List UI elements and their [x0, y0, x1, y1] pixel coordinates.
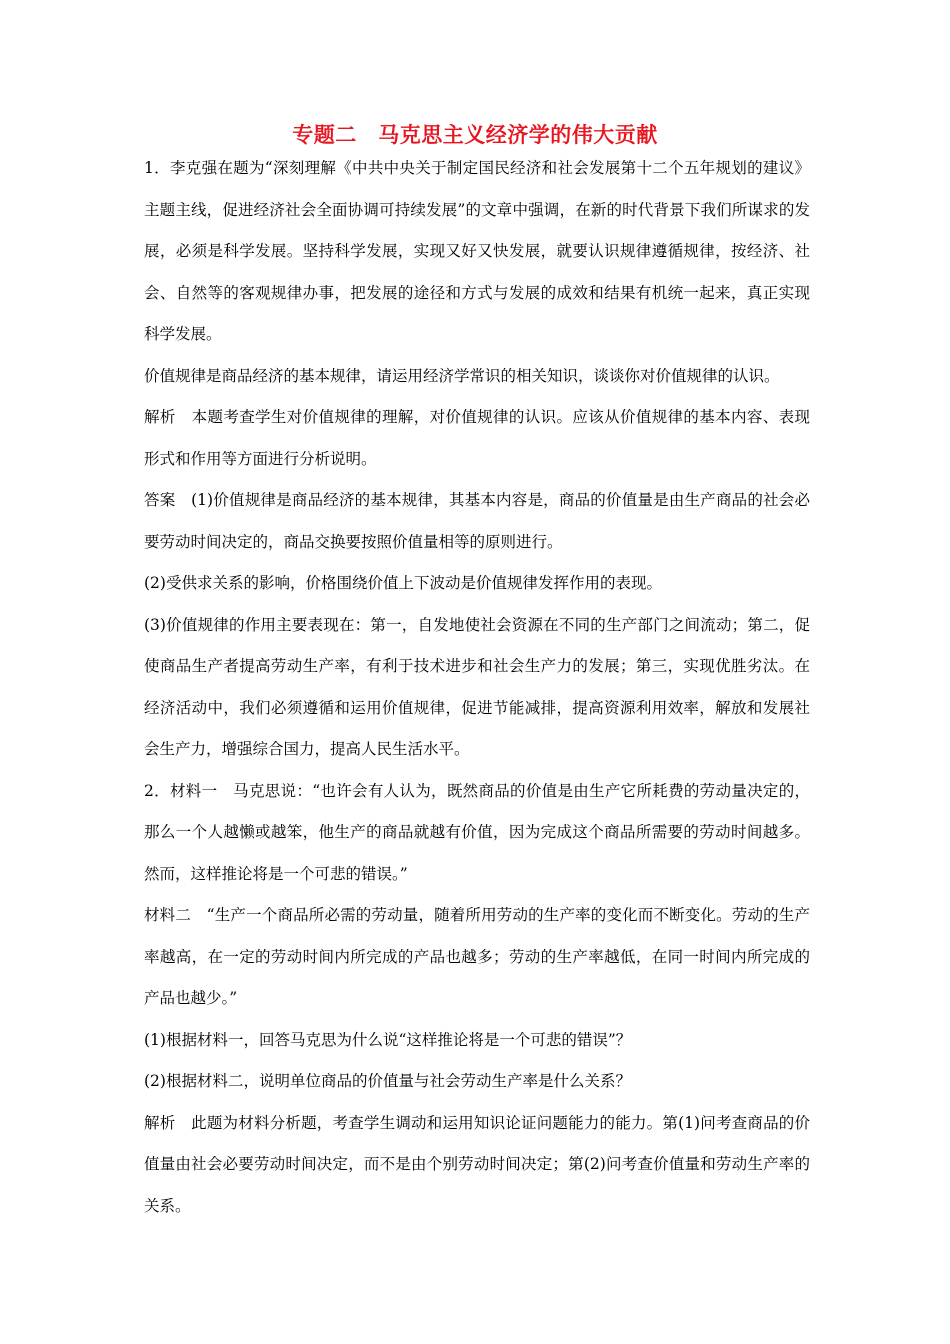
question-1-answer-part-3: (3)价值规律的作用主要表现在：第一，自发地使社会资源在不同的生产部门之间流动；第二，促使商品生产者提高劳动生产率，有利于技术进步和社会生产力的发展；第三，实现优胜劣汰。在经济活动中，我们必须遵循和运用价值规律，促进节能减排，提高资源利用效率，解放和发展社会生产力，增强综合国力，提高人民生活水平。 [144, 615, 810, 758]
question-1-prompt: 价值规律是商品经济的基本规律，请运用经济学常识的相关知识，谈谈你对价值规律的认识。 [144, 366, 780, 385]
question-1-answer-part-1: 答案 (1)价值规律是商品经济的基本规律，其基本内容是，商品的价值量是由生产商品的社会必要劳动时间决定的，商品交换要按照价值量相等的原则进行。 [144, 491, 810, 551]
document-body [144, 148, 810, 1227]
question-1-answer-part-2: (2)受供求关系的影响，价格围绕价值上下波动是价值规律发挥作用的表现。 [144, 574, 662, 592]
question-2-subquestion-1: (1)根据材料一，回答马克思为什么说“这样推论将是一个可悲的错误”？ [144, 1030, 632, 1049]
document-title: 专题二 马克思主义经济学的伟大贡献 [292, 123, 658, 147]
question-2-analysis: 解析 此题为材料分析题，考查学生调动和运用知识论证问题能力的能力。第(1)问考查商品的价值量由社会必要劳动时间决定，而不是由个别劳动时间决定；第(2)问考查价值量和劳动生产率的关系。 [144, 1113, 810, 1215]
question-2-subquestion-2: (2)根据材料二，说明单位商品的价值量与社会劳动生产率是什么关系？ [144, 1072, 631, 1090]
question-2-material-2: 材料二 “生产一个商品所必需的劳动量，随着所用劳动的生产率的变化而不断变化。劳动的生产率越高，在一定的劳动时间内所完成的产品也越多；劳动的生产率越低，在同一时间内所完成的产品也越少。” [144, 906, 810, 1007]
question-1-stem: 1．李克强在题为“深刻理解《中共中央关于制定国民经济和社会发展第十二个五年规划的建议》主题主线，促进经济社会全面协调可持续发展”的文章中强调，在新的时代背景下我们所谋求的发展，必须是科学发展。坚持科学发展，实现又好又快发展，就要认识规律遵循规律，按经济、社会、自然等的客观规律办事，把发展的途径和方式与发展的成效和结果有机统一起来，真正实现科学发展。 [144, 159, 810, 343]
question-1-analysis: 解析 本题考查学生对价值规律的理解，对价值规律的认识。应该从价值规律的基本内容、表现形式和作用等方面进行分析说明。 [144, 408, 810, 468]
question-2-material-1: 2．材料一 马克思说：“也许会有人认为，既然商品的价值是由生产它所耗费的劳动量决定的，那么一个人越懒或越笨，他生产的商品就越有价值，因为完成这个商品所需要的劳动时间越多。然而，这样推论将是一个可悲的错误。” [144, 781, 810, 883]
